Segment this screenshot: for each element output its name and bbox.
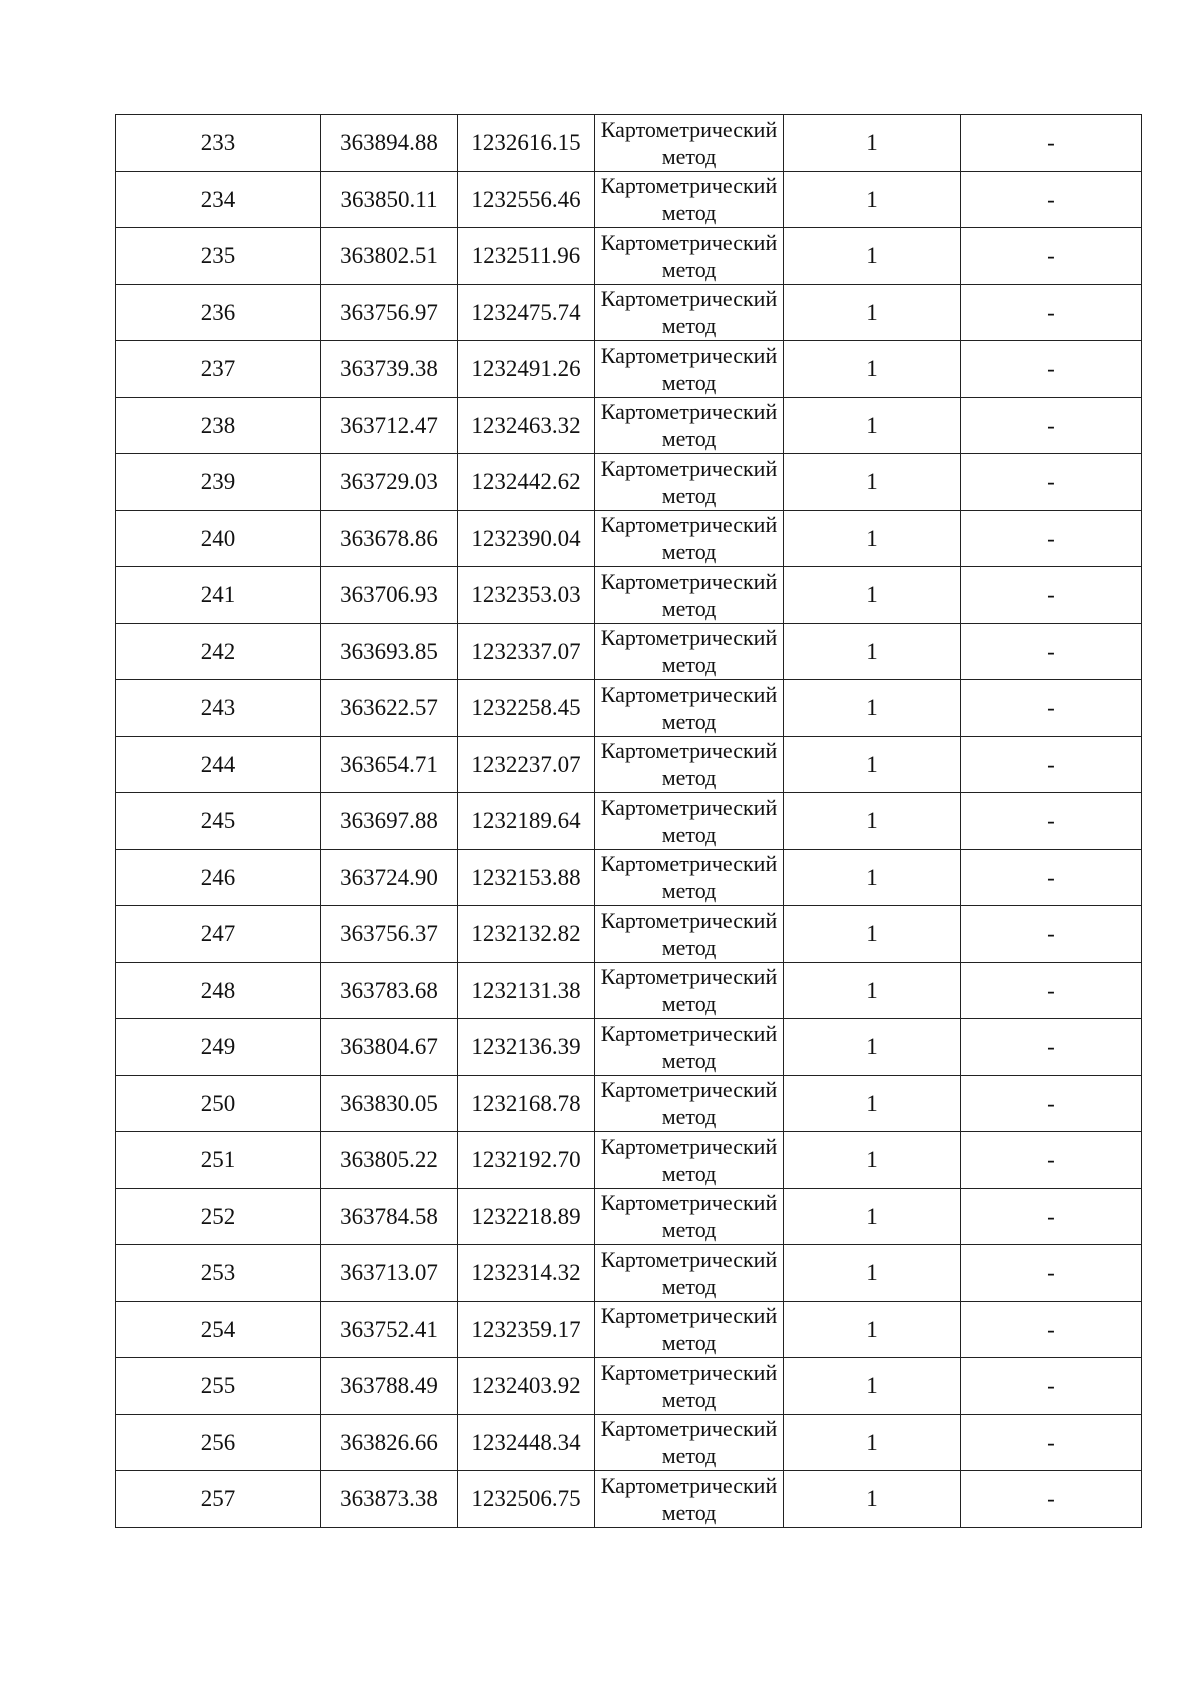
- y-coordinate-cell: 1232353.03: [458, 567, 595, 624]
- note-cell: -: [961, 1019, 1142, 1076]
- method-cell: Картометрический метод: [595, 1245, 784, 1302]
- table-row: [116, 849, 1142, 906]
- precision-cell: 1: [784, 397, 961, 454]
- y-coordinate-cell: 1232616.15: [458, 115, 595, 172]
- y-coordinate-cell: 1232136.39: [458, 1019, 595, 1076]
- point-number-cell: 257: [116, 1471, 321, 1528]
- point-number-cell: 251: [116, 1132, 321, 1189]
- method-cell: Картометрический метод: [595, 115, 784, 172]
- point-number-cell: 252: [116, 1188, 321, 1245]
- method-cell: Картометрический метод: [595, 680, 784, 737]
- point-number-cell: 249: [116, 1019, 321, 1076]
- x-coordinate-cell: 363622.57: [321, 680, 458, 737]
- x-coordinate-cell: 363713.07: [321, 1245, 458, 1302]
- point-number-cell: 253: [116, 1245, 321, 1302]
- y-coordinate-cell: 1232475.74: [458, 284, 595, 341]
- x-coordinate-cell: 363784.58: [321, 1188, 458, 1245]
- table-row: [116, 1132, 1142, 1189]
- point-number-cell: 248: [116, 962, 321, 1019]
- precision-cell: 1: [784, 171, 961, 228]
- precision-cell: 1: [784, 454, 961, 511]
- precision-cell: 1: [784, 962, 961, 1019]
- table-row: [116, 115, 1142, 172]
- precision-cell: 1: [784, 1414, 961, 1471]
- note-cell: -: [961, 849, 1142, 906]
- x-coordinate-cell: 363756.97: [321, 284, 458, 341]
- note-cell: -: [961, 397, 1142, 454]
- precision-cell: 1: [784, 1075, 961, 1132]
- note-cell: -: [961, 1358, 1142, 1415]
- method-cell: Картометрический метод: [595, 1414, 784, 1471]
- x-coordinate-cell: 363697.88: [321, 793, 458, 850]
- x-coordinate-cell: 363802.51: [321, 228, 458, 285]
- note-cell: -: [961, 623, 1142, 680]
- y-coordinate-cell: 1232237.07: [458, 736, 595, 793]
- table-row: [116, 623, 1142, 680]
- method-cell: Картометрический метод: [595, 736, 784, 793]
- y-coordinate-cell: 1232491.26: [458, 341, 595, 398]
- table-row: [116, 1075, 1142, 1132]
- table-row: [116, 1471, 1142, 1528]
- method-cell: Картометрический метод: [595, 567, 784, 624]
- note-cell: -: [961, 1075, 1142, 1132]
- note-cell: -: [961, 680, 1142, 737]
- point-number-cell: 256: [116, 1414, 321, 1471]
- point-number-cell: 254: [116, 1301, 321, 1358]
- x-coordinate-cell: 363873.38: [321, 1471, 458, 1528]
- note-cell: -: [961, 962, 1142, 1019]
- method-cell: Картометрический метод: [595, 1019, 784, 1076]
- precision-cell: 1: [784, 1132, 961, 1189]
- method-cell: Картометрический метод: [595, 284, 784, 341]
- table-row: [116, 1358, 1142, 1415]
- precision-cell: 1: [784, 567, 961, 624]
- y-coordinate-cell: 1232403.92: [458, 1358, 595, 1415]
- point-number-cell: 234: [116, 171, 321, 228]
- method-cell: Картометрический метод: [595, 962, 784, 1019]
- y-coordinate-cell: 1232506.75: [458, 1471, 595, 1528]
- note-cell: -: [961, 793, 1142, 850]
- table-row: [116, 962, 1142, 1019]
- table-row: [116, 736, 1142, 793]
- x-coordinate-cell: 363678.86: [321, 510, 458, 567]
- x-coordinate-cell: 363706.93: [321, 567, 458, 624]
- y-coordinate-cell: 1232359.17: [458, 1301, 595, 1358]
- note-cell: -: [961, 1301, 1142, 1358]
- note-cell: -: [961, 1188, 1142, 1245]
- x-coordinate-cell: 363788.49: [321, 1358, 458, 1415]
- note-cell: -: [961, 1471, 1142, 1528]
- point-number-cell: 243: [116, 680, 321, 737]
- method-cell: Картометрический метод: [595, 1188, 784, 1245]
- method-cell: Картометрический метод: [595, 793, 784, 850]
- precision-cell: 1: [784, 736, 961, 793]
- x-coordinate-cell: 363805.22: [321, 1132, 458, 1189]
- y-coordinate-cell: 1232192.70: [458, 1132, 595, 1189]
- y-coordinate-cell: 1232390.04: [458, 510, 595, 567]
- precision-cell: 1: [784, 115, 961, 172]
- precision-cell: 1: [784, 1245, 961, 1302]
- x-coordinate-cell: 363804.67: [321, 1019, 458, 1076]
- table-row: [116, 680, 1142, 737]
- method-cell: Картометрический метод: [595, 1132, 784, 1189]
- coordinates-table: [115, 114, 1142, 1528]
- point-number-cell: 245: [116, 793, 321, 850]
- point-number-cell: 240: [116, 510, 321, 567]
- y-coordinate-cell: 1232132.82: [458, 906, 595, 963]
- precision-cell: 1: [784, 1358, 961, 1415]
- note-cell: -: [961, 171, 1142, 228]
- point-number-cell: 233: [116, 115, 321, 172]
- point-number-cell: 237: [116, 341, 321, 398]
- point-number-cell: 242: [116, 623, 321, 680]
- precision-cell: 1: [784, 341, 961, 398]
- precision-cell: 1: [784, 510, 961, 567]
- note-cell: -: [961, 1132, 1142, 1189]
- precision-cell: 1: [784, 1301, 961, 1358]
- point-number-cell: 244: [116, 736, 321, 793]
- table-row: [116, 1414, 1142, 1471]
- x-coordinate-cell: 363729.03: [321, 454, 458, 511]
- x-coordinate-cell: 363693.85: [321, 623, 458, 680]
- precision-cell: 1: [784, 1471, 961, 1528]
- table-row: [116, 906, 1142, 963]
- method-cell: Картометрический метод: [595, 1471, 784, 1528]
- precision-cell: 1: [784, 1188, 961, 1245]
- method-cell: Картометрический метод: [595, 228, 784, 285]
- x-coordinate-cell: 363712.47: [321, 397, 458, 454]
- precision-cell: 1: [784, 793, 961, 850]
- y-coordinate-cell: 1232218.89: [458, 1188, 595, 1245]
- method-cell: Картометрический метод: [595, 1075, 784, 1132]
- table-row: [116, 1245, 1142, 1302]
- table-row: [116, 341, 1142, 398]
- table-row: [116, 284, 1142, 341]
- table-row: [116, 454, 1142, 511]
- note-cell: -: [961, 1414, 1142, 1471]
- note-cell: -: [961, 284, 1142, 341]
- y-coordinate-cell: 1232511.96: [458, 228, 595, 285]
- coordinates-table-body: [116, 115, 1142, 1528]
- table-row: [116, 171, 1142, 228]
- note-cell: -: [961, 736, 1142, 793]
- point-number-cell: 247: [116, 906, 321, 963]
- table-row: [116, 1019, 1142, 1076]
- y-coordinate-cell: 1232153.88: [458, 849, 595, 906]
- precision-cell: 1: [784, 623, 961, 680]
- method-cell: Картометрический метод: [595, 397, 784, 454]
- y-coordinate-cell: 1232168.78: [458, 1075, 595, 1132]
- point-number-cell: 239: [116, 454, 321, 511]
- x-coordinate-cell: 363783.68: [321, 962, 458, 1019]
- method-cell: Картометрический метод: [595, 341, 784, 398]
- precision-cell: 1: [784, 284, 961, 341]
- x-coordinate-cell: 363654.71: [321, 736, 458, 793]
- y-coordinate-cell: 1232314.32: [458, 1245, 595, 1302]
- point-number-cell: 238: [116, 397, 321, 454]
- point-number-cell: 250: [116, 1075, 321, 1132]
- precision-cell: 1: [784, 906, 961, 963]
- note-cell: -: [961, 228, 1142, 285]
- method-cell: Картометрический метод: [595, 849, 784, 906]
- method-cell: Картометрический метод: [595, 171, 784, 228]
- y-coordinate-cell: 1232131.38: [458, 962, 595, 1019]
- method-cell: Картометрический метод: [595, 1358, 784, 1415]
- y-coordinate-cell: 1232556.46: [458, 171, 595, 228]
- x-coordinate-cell: 363756.37: [321, 906, 458, 963]
- point-number-cell: 241: [116, 567, 321, 624]
- x-coordinate-cell: 363739.38: [321, 341, 458, 398]
- precision-cell: 1: [784, 680, 961, 737]
- x-coordinate-cell: 363894.88: [321, 115, 458, 172]
- point-number-cell: 255: [116, 1358, 321, 1415]
- note-cell: -: [961, 115, 1142, 172]
- y-coordinate-cell: 1232463.32: [458, 397, 595, 454]
- table-row: [116, 228, 1142, 285]
- precision-cell: 1: [784, 228, 961, 285]
- table-row: [116, 793, 1142, 850]
- table-row: [116, 1188, 1142, 1245]
- table-row: [116, 397, 1142, 454]
- method-cell: Картометрический метод: [595, 510, 784, 567]
- note-cell: -: [961, 1245, 1142, 1302]
- x-coordinate-cell: 363830.05: [321, 1075, 458, 1132]
- y-coordinate-cell: 1232442.62: [458, 454, 595, 511]
- x-coordinate-cell: 363752.41: [321, 1301, 458, 1358]
- table-row: [116, 567, 1142, 624]
- y-coordinate-cell: 1232258.45: [458, 680, 595, 737]
- note-cell: -: [961, 567, 1142, 624]
- y-coordinate-cell: 1232337.07: [458, 623, 595, 680]
- x-coordinate-cell: 363826.66: [321, 1414, 458, 1471]
- method-cell: Картометрический метод: [595, 454, 784, 511]
- method-cell: Картометрический метод: [595, 906, 784, 963]
- note-cell: -: [961, 454, 1142, 511]
- x-coordinate-cell: 363850.11: [321, 171, 458, 228]
- y-coordinate-cell: 1232189.64: [458, 793, 595, 850]
- table-row: [116, 1301, 1142, 1358]
- x-coordinate-cell: 363724.90: [321, 849, 458, 906]
- method-cell: Картометрический метод: [595, 623, 784, 680]
- note-cell: -: [961, 906, 1142, 963]
- method-cell: Картометрический метод: [595, 1301, 784, 1358]
- table-row: [116, 510, 1142, 567]
- point-number-cell: 236: [116, 284, 321, 341]
- precision-cell: 1: [784, 1019, 961, 1076]
- point-number-cell: 246: [116, 849, 321, 906]
- precision-cell: 1: [784, 849, 961, 906]
- y-coordinate-cell: 1232448.34: [458, 1414, 595, 1471]
- note-cell: -: [961, 341, 1142, 398]
- point-number-cell: 235: [116, 228, 321, 285]
- note-cell: -: [961, 510, 1142, 567]
